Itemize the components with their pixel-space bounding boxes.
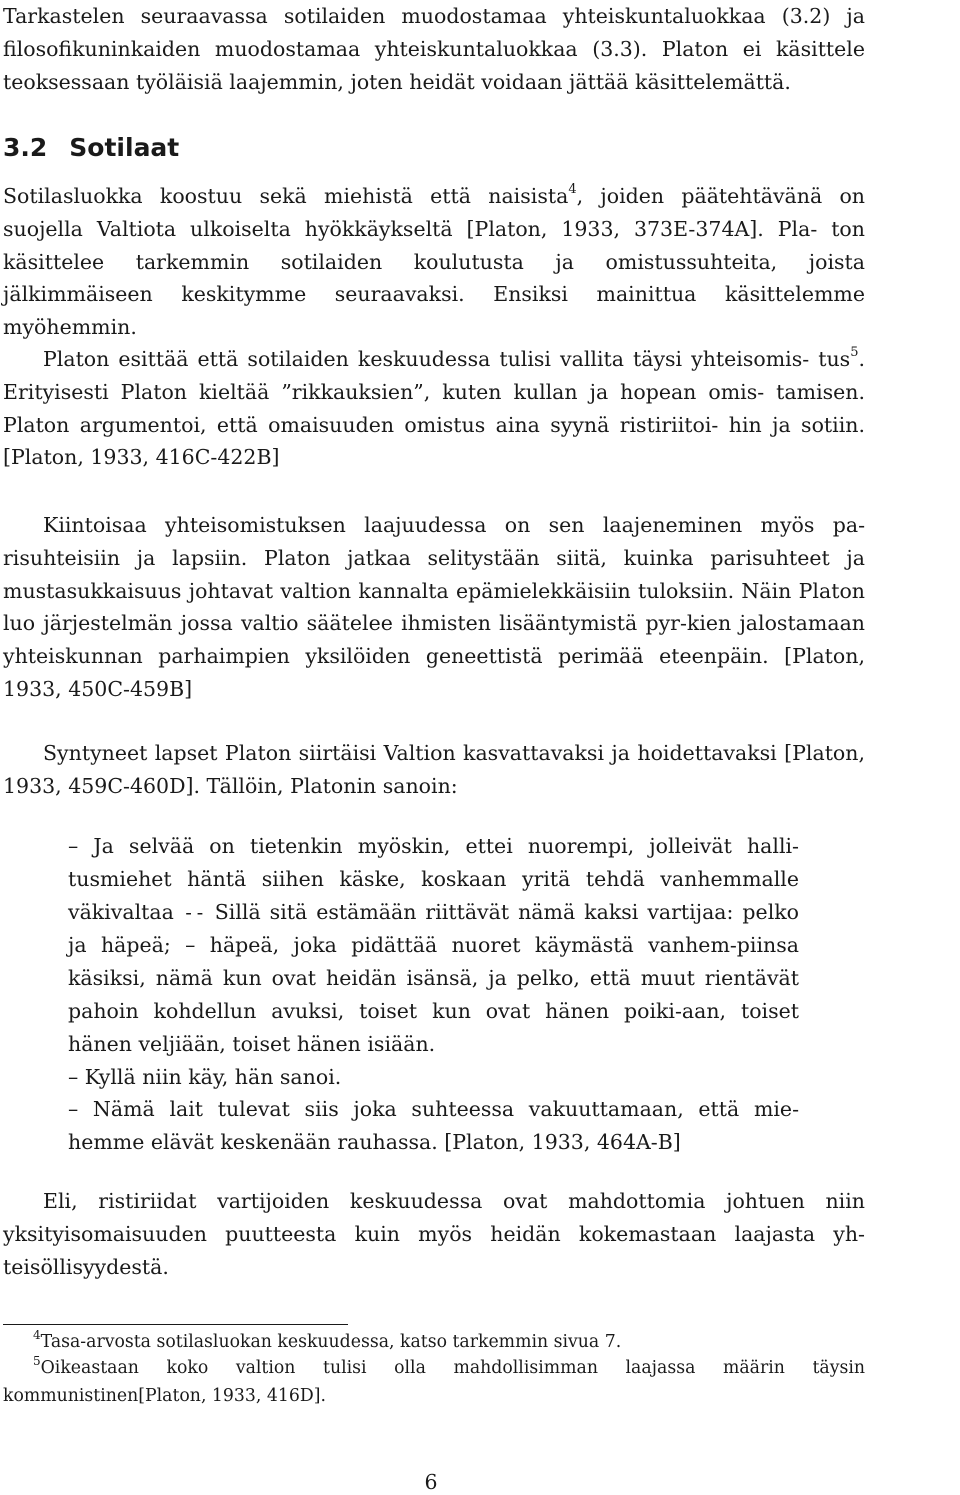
section-title: Sotilaat — [69, 133, 180, 162]
footnote-5-number: 5 — [33, 1354, 41, 1369]
footnote-4-text: Tasa-arvosta sotilasluokan keskuudessa, katso tarkemmin sivua 7. — [40, 1332, 622, 1352]
paragraph-2-part-d: tamisen. Platon argumentoi, että omaisuuden omistus aina syynä ristiriitoi- — [3, 379, 865, 437]
quote-paragraph-3: – Nämä lait tulevat siis joka suhteessa vakuuttamaan, että mie-hemme elävät keskenään rauhassa. [Platon, 1933, 464A-B] — [68, 1097, 799, 1155]
footnote-5-text: Oikeastaan koko valtion tulisi olla mahdollisimman laajassa määrin täysin kommunistinen[Platon, 1933, 416D]. — [3, 1358, 865, 1407]
intro-line-1: Tarkastelen seuraavassa sotilaiden muodostamaa yhteiskuntaluokkaa (3.2) — [3, 4, 831, 28]
quote-paragraph-2: – Kyllä niin käy, hän sanoi. — [68, 1064, 342, 1089]
footnote-5 — [3, 1354, 865, 1410]
footnote-4 — [3, 1328, 865, 1356]
paragraph-1-part-b: , joiden päätehtävänä on suojella Valtiota ulkoiselta hyökkäykseltä [Platon, 1933, 373E-374A]. Pla- — [3, 184, 866, 241]
section-heading — [3, 128, 179, 168]
block-quote — [68, 830, 799, 1159]
paragraph-2-part-e: hin ja sotiin. [Platon, 1933, 416C-422B] — [3, 412, 865, 470]
paragraph-2-part-a: Platon esittää että sotilaiden keskuudessa tulisi vallita täysi yhteisomis- — [43, 347, 810, 371]
footnote-4-number: 4 — [33, 1328, 41, 1343]
quote-paragraph-1 — [68, 830, 799, 1061]
intro-line-3: teoksessaan työläisiä laajemmin, joten heidät voidaan jättää käsittelemättä. — [3, 69, 791, 94]
paragraph-2-part-c: . Erityisesti Platon kieltää ”rikkauksien”, kuten kullan ja hopean omis- — [3, 347, 865, 404]
footnote-rule — [3, 1324, 348, 1325]
quote-dash: -- — [182, 901, 206, 924]
paragraph-3: Kiintoisaa yhteisomistuksen laajuudessa on sen laajeneminen myös pa-risuhteisiin ja lapsiin. Platon jatkaa selitystään siitä, kuinka parisuhteet ja mustasukkaisuus johtavat valtion kannalta epämielekkäisiin tuloksiin. Näin Platon luo järjestelmän jossa valtio säätelee ihmisten lisääntymistä pyr-kien jalostamaan yhteiskunnan parhaimpien yksilöiden geneettistä perimää eteenpäin. [Platon, 1933, 450C-459B] — [3, 513, 865, 701]
intro-paragraph — [3, 0, 865, 98]
quote-text-1b: Sillä sitä estämään riittävät nämä kaksi vartijaa: pelko ja häpeä; – häpeä, joka pidättää nuoret käymästä vanhem-piinsa käsiksi, nämä kun ovat heidän isänsä, ja pelko, että muut rientävät pahoin kohdellun avuksi, toiset kun ovat hänen poiki-aan, toiset hänen veljiään, toiset hänen isiään. — [68, 899, 800, 1056]
intro-line-2: ja filosofikuninkaiden muodostamaa yhteiskuntaluokkaa (3.3). Platon ei käsittele — [3, 4, 865, 61]
page-number: 6 — [424, 1470, 438, 1494]
paragraph-5: Eli, ristiriidat vartijoiden keskuudessa ovat mahdottomia johtuen niin yksityisomaisuuden puutteesta kuin myös heidän kokemastaan laajasta yh-teisöllisyydestä. — [3, 1189, 865, 1279]
quote-text-1a: – Ja selvää on tietenkin myöskin, ettei nuorempi, jolleivät halli-tusmiehet häntä siihen käske, koskaan yritä tehdä vanhemmalle väkivaltaa — [68, 834, 799, 924]
paragraph-1-part-c: ton käsittelee tarkemmin sotilaiden koulutusta ja omistussuhteita, joista jälkimmäiseen keskitymme seuraavaksi. Ensiksi mainittua käsittelemme myöhemmin. — [3, 216, 865, 340]
paragraph-1-part-a: Sotilasluokka koostuu sekä miehistä että naisista — [3, 184, 569, 208]
footnote-ref-4[interactable]: 4 — [568, 182, 577, 198]
paragraph-1 — [3, 180, 865, 344]
paragraph-2 — [3, 343, 865, 474]
footnote-ref-5[interactable]: 5 — [850, 345, 859, 361]
section-number: 3.2 — [3, 133, 48, 162]
paragraph-2-part-b: tus — [818, 347, 851, 371]
paragraph-4: Syntyneet lapset Platon siirtäisi Valtion kasvattavaksi ja hoidettavaksi [Platon, 1933, 459C-460D]. Tällöin, Platonin sanoin: — [3, 741, 865, 798]
